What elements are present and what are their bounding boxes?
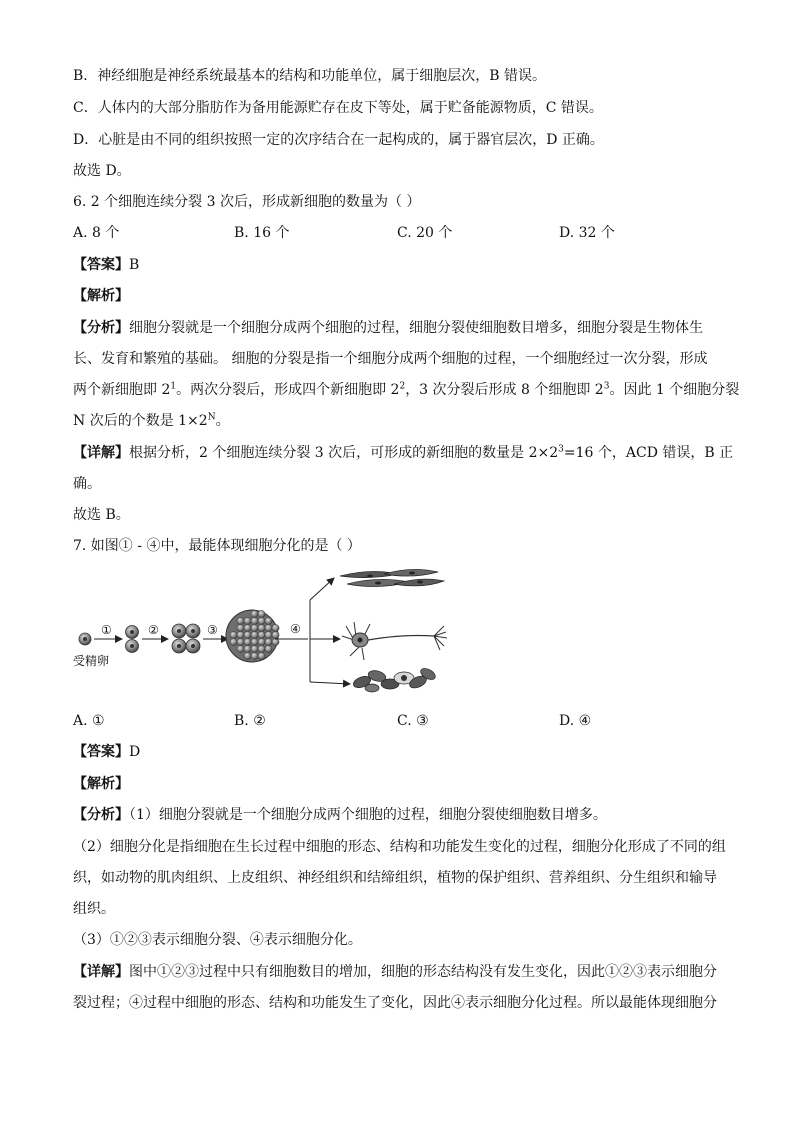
blood-cells — [352, 666, 437, 692]
figure-drawing — [72, 566, 462, 702]
mass-cell — [272, 624, 279, 631]
arrow-to-blood — [310, 682, 350, 684]
answer-tag: 【答案】 — [73, 257, 129, 273]
choice-statement: 故选 D。 — [73, 163, 131, 179]
fenxi-text: ，3 次分裂后形成 8 个细胞即 2 — [405, 382, 604, 398]
fenxi-text: N 次后的个数是 1×2 — [73, 413, 208, 429]
q6-analysis-heading — [73, 286, 129, 306]
fenxi-text: 。因此 1 个细胞分裂 — [609, 382, 740, 398]
muscle-cells — [340, 569, 444, 586]
q7-option-b: B. ② — [234, 713, 266, 729]
superscript: 3 — [603, 381, 610, 392]
q6-answer — [73, 255, 139, 275]
q6-option-c: C. 20 个 — [397, 225, 453, 241]
mass-cell — [251, 624, 258, 631]
answer-value: D — [129, 744, 141, 760]
q7-xiangjie-line-1 — [73, 962, 717, 982]
q7-fenxi-line-2: （2）细胞分化是指细胞在生长过程中细胞的形态、结构和功能发生变化的过程，细胞分化形成了不同的组 — [73, 839, 726, 855]
xiangjie-text: 图中①②③过程中只有细胞数目的增加，细胞的形态结构没有发生变化，因此①②③表示细胞分 — [129, 964, 717, 980]
q6-xiangjie-line-1 — [73, 443, 733, 463]
q6-stem: 6. 2 个细胞连续分裂 3 次后，形成新细胞的数量为（ ） — [73, 194, 421, 210]
q6-fenxi-line-1 — [73, 318, 703, 338]
fenxi-text: （1）细胞分裂就是一个细胞分成两个细胞的过程，细胞分裂使细胞数目增多。 — [129, 807, 607, 823]
q7-option-d: D. ④ — [559, 713, 592, 729]
mass-cell — [244, 638, 251, 645]
option-d-explanation: D．心脏是由不同的组织按照一定的次序结合在一起构成的，属于器官层次，D 正确。 — [73, 132, 604, 148]
mass-cell — [244, 631, 251, 638]
option-b-explanation: B．神经细胞是神经系统最基本的结构和功能单位，属于细胞层次，B 错误。 — [73, 68, 547, 84]
mass-cell — [237, 617, 244, 624]
fenxi-text: 。 — [215, 413, 230, 429]
four-cell-stage — [172, 624, 200, 653]
step-label-4: ④ — [290, 622, 301, 636]
mass-cell — [251, 631, 258, 638]
mass-cell — [265, 638, 272, 645]
fertilized-egg-caption: 受精卵 — [73, 654, 110, 668]
q7-xiangjie-line-2: 裂过程；④过程中细胞的形态、结构和功能发生了变化，因此④表示细胞分化过程。所以最能体现细胞分 — [73, 995, 717, 1011]
q6-option-d: D. 32 个 — [559, 225, 615, 241]
q6-fenxi-line-2: 长、发育和繁殖的基础。 细胞的分裂是指一个细胞分成两个细胞的过程，一个细胞经过一次分裂，形成 — [73, 351, 708, 367]
mass-cell — [265, 624, 272, 631]
mass-cell — [230, 638, 237, 645]
answer-tag: 【答案】 — [73, 744, 129, 760]
mass-cell — [258, 631, 265, 638]
mass-cell — [258, 652, 265, 659]
mass-cell — [251, 638, 258, 645]
q6-xiangjie-line-2: 确。 — [73, 476, 101, 492]
mass-cell — [251, 610, 258, 617]
xiangjie-tag: 【详解】 — [73, 964, 129, 980]
q6-choice-statement: 故选 B。 — [73, 507, 130, 523]
superscript: 1 — [170, 381, 177, 392]
q7-fenxi-line-4: 组织。 — [73, 901, 115, 917]
q6-option-b: B. 16 个 — [234, 225, 290, 241]
mass-cell — [230, 631, 237, 638]
option-c-explanation: C．人体内的大部分脂肪作为备用能源贮存在皮下等处，属于贮备能源物质，C 错误。 — [73, 100, 603, 116]
fenxi-text: 两个新细胞即 2 — [73, 382, 171, 398]
mass-cell — [265, 617, 272, 624]
q6-fenxi-line-4 — [73, 411, 230, 431]
mass-cell — [237, 631, 244, 638]
analysis-tag: 【解析】 — [73, 288, 129, 304]
mass-cell — [265, 645, 272, 652]
fenxi-text: 。两次分裂后，形成四个新细胞即 2 — [176, 382, 400, 398]
q6-option-a: A. 8 个 — [73, 225, 120, 241]
fenxi-tag: 【分析】 — [73, 320, 129, 336]
step-label-3: ③ — [207, 623, 218, 637]
fenxi-tag: 【分析】 — [73, 807, 129, 823]
mass-cell — [258, 645, 265, 652]
mass-cell — [251, 617, 258, 624]
mass-cell — [244, 645, 251, 652]
step-label-1: ① — [101, 623, 112, 637]
arrow-to-muscle — [310, 578, 334, 600]
xiangjie-text: =16 个，ACD 错误，B 正 — [563, 445, 734, 461]
q6-fenxi-line-3 — [73, 380, 739, 400]
superscript: 2 — [399, 381, 406, 392]
q7-option-c: C. ③ — [397, 713, 429, 729]
mass-cell — [258, 610, 265, 617]
mass-cell — [265, 631, 272, 638]
q7-fenxi-line-3: 织，如动物的肌肉组织、上皮组织、神经组织和结缔组织，植物的保护组织、营养组织、分生组织和输导 — [73, 870, 717, 886]
xiangjie-tag: 【详解】 — [73, 445, 129, 461]
mass-cell — [258, 638, 265, 645]
mass-cell — [272, 631, 279, 638]
superscript: N — [207, 412, 216, 423]
mass-cell — [237, 624, 244, 631]
analysis-tag: 【解析】 — [73, 776, 129, 792]
mass-cell — [244, 652, 251, 659]
superscript: 3 — [558, 444, 564, 455]
step-label-2: ② — [148, 623, 159, 637]
mass-cell — [237, 638, 244, 645]
mass-cell — [251, 652, 258, 659]
mass-cell — [244, 624, 251, 631]
mass-cell — [244, 617, 251, 624]
q7-fenxi-line-1 — [73, 805, 607, 825]
q7-option-a: A. ① — [73, 713, 105, 729]
q7-fenxi-line-5: （3）①②③表示细胞分裂、④表示细胞分化。 — [73, 932, 362, 948]
cell-differentiation-figure — [72, 566, 462, 702]
neuron — [342, 622, 447, 660]
mass-cell — [251, 645, 258, 652]
answer-value: B — [129, 257, 140, 273]
mass-cell — [258, 617, 265, 624]
q7-analysis-heading — [73, 774, 129, 794]
q7-stem: 7. 如图① - ④中，最能体现细胞分化的是（ ） — [73, 538, 361, 554]
mass-cell — [258, 624, 265, 631]
q7-answer — [73, 742, 140, 762]
fenxi-text: 细胞分裂就是一个细胞分成两个细胞的过程，细胞分裂使细胞数目增多，细胞分裂是生物体生 — [129, 320, 703, 336]
cell-mass — [226, 610, 279, 662]
xiangjie-text: 根据分析，2 个细胞连续分裂 3 次后，可形成的新细胞的数量是 2×2 — [129, 445, 559, 461]
two-cell-stage — [126, 626, 139, 653]
mass-cell — [237, 645, 244, 652]
